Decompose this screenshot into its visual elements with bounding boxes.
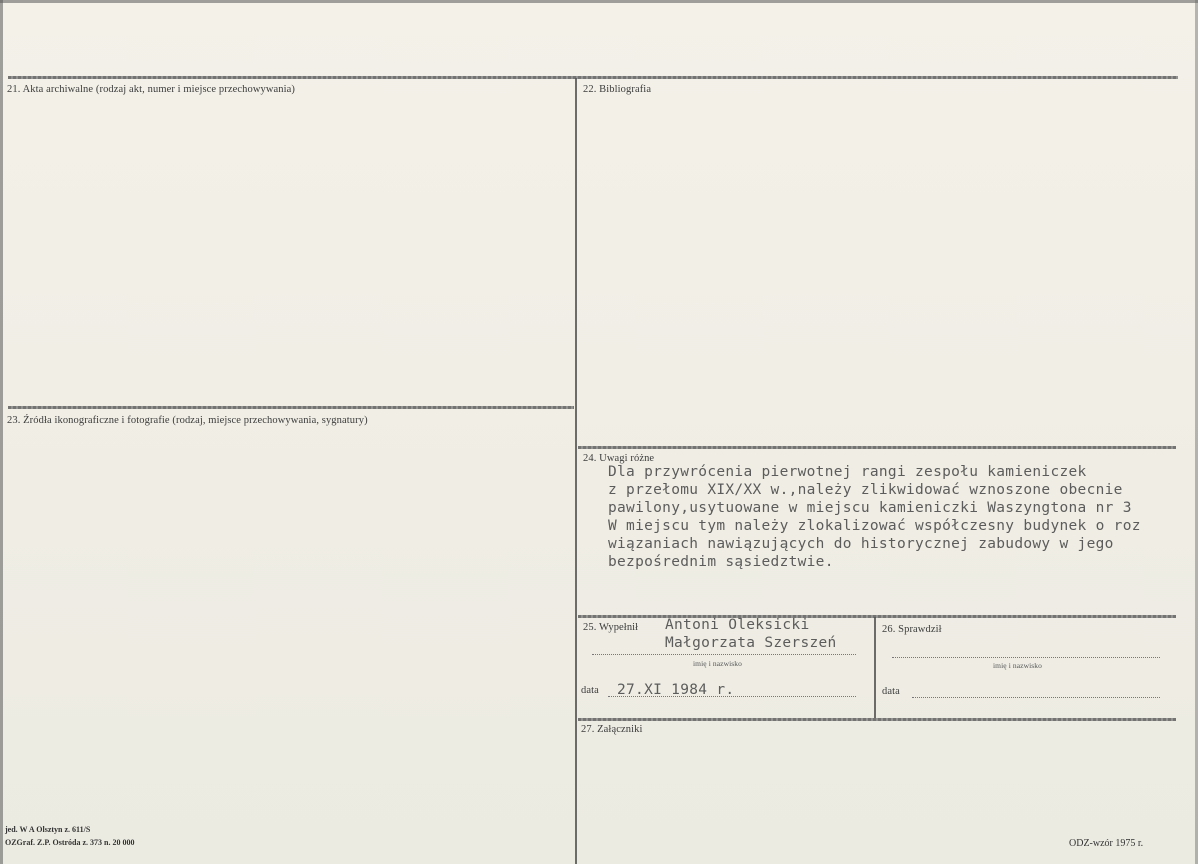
divider-main (575, 78, 577, 864)
section-25-label: 25. Wypełnił (583, 622, 639, 633)
filled-by-date-value: 27.XI 1984 r. (617, 682, 735, 698)
print-info-2: OZGraf. Z.P. Ostróda z. 373 n. 20 000 (5, 838, 135, 847)
section-22-label: 22. Bibliografia (583, 84, 652, 95)
remarks-line: Dla przywrócenia pierwotnej rangi zespołu kamieniczek (608, 464, 1087, 480)
card-edge-top (0, 0, 1198, 3)
filled-by-name: Antoni Oleksicki (665, 617, 810, 633)
checked-by-caption: imię i nazwisko (993, 661, 1042, 670)
print-info-1: jed. W A Olsztyn z. 611/S (5, 825, 91, 834)
filled-by-caption: imię i nazwisko (693, 659, 742, 668)
remarks-line: pawilony,usytuowane w miejscu kamieniczki Waszyngtona nr 3 (608, 500, 1132, 516)
rule-top (8, 76, 1178, 79)
card-edge-left (0, 0, 3, 864)
section-27-label: 27. Załączniki (581, 724, 643, 735)
filled-by-name-line (592, 654, 856, 655)
checked-by-date-label: data (882, 686, 900, 697)
section-23-label: 23. Źródła ikonograficzne i fotografie (rodzaj, miejsce przechowywania, sygnatury) (7, 415, 368, 426)
section-24-label: 24. Uwagi różne (583, 453, 655, 464)
section-21-label: 21. Akta archiwalne (rodzaj akt, numer i miejsce przechowywania) (7, 84, 296, 95)
form-version: ODZ-wzór 1975 r. (1069, 838, 1144, 849)
remarks-line: W miejscu tym należy zlokalizować współczesny budynek o roz (608, 518, 1141, 534)
remarks-line: bezpośrednim sąsiedztwie. (608, 554, 834, 570)
filled-by-date-line (608, 696, 856, 697)
divider-signatures (874, 617, 876, 718)
rule-attachments-top (578, 718, 1176, 721)
filled-by-date-label: data (581, 685, 599, 696)
remarks-line: z przełomu XIX/XX w.,należy zlikwidować wznoszone obecnie (608, 482, 1123, 498)
section-26-label: 26. Sprawdził (882, 624, 942, 635)
rule-remarks-top (578, 446, 1176, 449)
checked-by-name-line (892, 657, 1160, 658)
checked-by-date-line (912, 697, 1160, 698)
filled-by-name: Małgorzata Szerszeń (665, 635, 837, 651)
remarks-line: wiązaniach nawiązujących do historycznej zabudowy w jego (608, 536, 1114, 552)
rule-left-middle (8, 406, 574, 409)
